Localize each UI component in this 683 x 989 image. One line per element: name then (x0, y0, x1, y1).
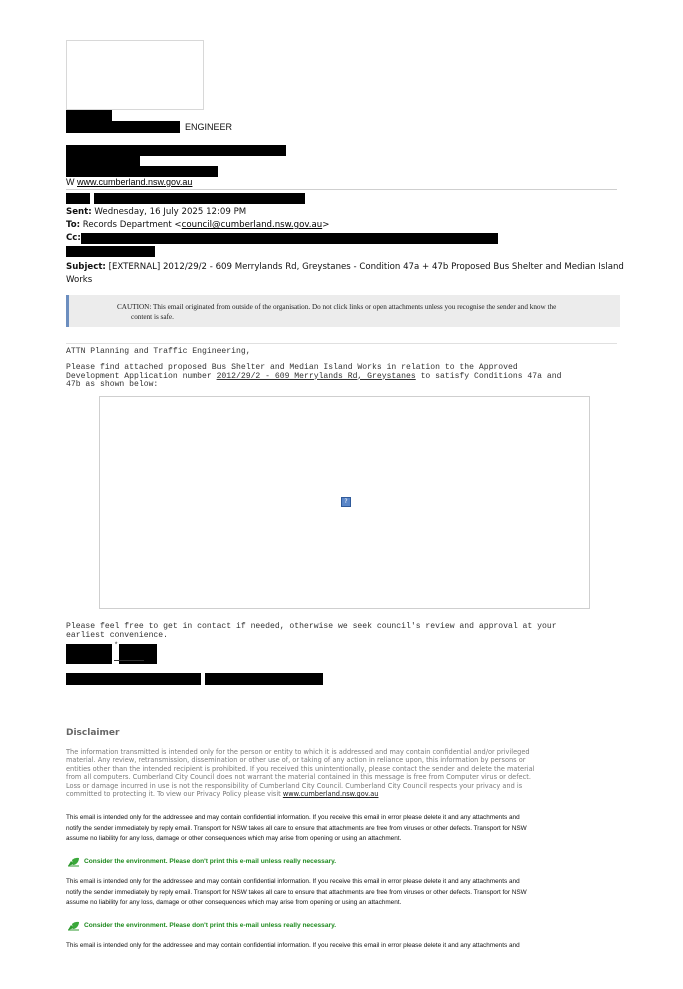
tfnsw-notice-3: This email is intended only for the addressee and may contain confidential information. If you receive this email in error please delete it and any attachments and (66, 942, 520, 949)
caution-text (117, 302, 617, 322)
tfnsw-notice-line: notify the sender immediately by reply email. Transport for NSW takes all care to ensure that attachments are free from viruses or other defects. Transport for NSW (66, 824, 527, 832)
tfnsw-notice-2 (66, 877, 626, 909)
sig-mark: * (114, 642, 119, 650)
disclaimer-line: entities other than the intended recipient is prohibited. If you received this unintentionally, please contact the sender and delete the material (66, 764, 535, 773)
redacted-cc (81, 233, 498, 244)
environment-notice-1: Consider the environment. Please don't print this e-mail unless really necessary. (84, 858, 337, 865)
redacted-from-value (94, 193, 305, 204)
tfnsw-notice-line: notify the sender immediately by reply email. Transport for NSW takes all care to ensure that attachments are free from viruses or other defects. Transport for NSW (66, 888, 527, 896)
caution-line-2: content is safe. (131, 313, 174, 321)
disclaimer-last-prefix: committed to protecting it. To view our Privacy Policy please visit (66, 790, 283, 799)
signature-title: ENGINEER (185, 122, 233, 132)
tfnsw-notice-line: This email is intended only for the addressee and may contain confidential information. If you receive this email in error please delete it and any attachments and (66, 878, 520, 885)
to-value-prefix: Records Department < (82, 220, 182, 230)
body-line-1: Please find attached proposed Bus Shelter and Median Island Works in relation to the Approved (66, 363, 518, 372)
to-value-suffix: > (322, 220, 330, 230)
redacted-sender-contact-2 (205, 673, 323, 685)
body-line-3: 47b as shown below: (66, 380, 159, 390)
disclaimer-line: from all computers. Cumberland City Council does not warrant the material contained in this message is free from Computer virus or defect. (66, 773, 531, 782)
sent-line (66, 207, 246, 217)
disclaimer-title: Disclaimer (66, 728, 120, 738)
redacted-cc-2 (66, 246, 155, 257)
divider (66, 189, 617, 190)
recycle-leaf-icon (67, 857, 80, 867)
redacted-sender-contact-1 (66, 673, 201, 685)
redacted-name (66, 110, 112, 121)
to-label: To: (66, 220, 81, 230)
tfnsw-notice-line: assume no liability for any loss, damage or other consequences which may arise from opening or using an attachment. (66, 835, 402, 842)
disclaimer-line: Loss or damage incurred in use is not the responsibility of Cumberland City Council. Cumberland City Council respects your privacy and is (66, 781, 523, 790)
disclaimer-line: The information transmitted is intended only for the person or entity to which it is addressed and may contain confidential and/or privileged (66, 748, 530, 756)
signature-logo-placeholder (66, 40, 204, 110)
embedded-image-placeholder (99, 396, 590, 609)
recycle-leaf-icon (67, 921, 80, 931)
subject-line-2: Works (66, 275, 93, 285)
redacted-sender-role (119, 644, 157, 664)
body-line-2-prefix: Development Application number (66, 371, 217, 381)
sent-value: Wednesday, 16 July 2025 12:09 PM (94, 207, 247, 217)
sent-label: Sent: (66, 207, 92, 217)
redacted-from-label (66, 193, 90, 204)
sig-underline (114, 660, 144, 661)
redacted-contact-2 (66, 155, 140, 166)
body-paragraph (66, 364, 626, 390)
subject-label: Subject: (66, 262, 106, 272)
tfnsw-notice-line: This email is intended only for the addressee and may contain confidential information. If you receive this email in error please delete it and any attachments and (66, 814, 520, 821)
redacted-role (66, 121, 180, 133)
cc-line (66, 233, 81, 243)
closing-line-2: earliest convenience. (66, 630, 168, 640)
body-line-2-suffix: to satisfy Conditions 47a and (415, 371, 562, 381)
closing-line-1: Please feel free to get in contact if needed, otherwise we seek council's review and approval at your (66, 622, 557, 631)
to-line (66, 220, 329, 230)
signature-website-line (66, 177, 192, 187)
tfnsw-notice-line: assume no liability for any loss, damage or other consequences which may arise from opening or using an attachment. (66, 899, 402, 906)
privacy-policy-link[interactable]: www.cumberland.nsw.gov.au (282, 790, 379, 799)
to-email-link[interactable]: council@cumberland.nsw.gov.au (181, 220, 323, 230)
environment-notice-2: Consider the environment. Please don't print this e-mail unless really necessary. (84, 922, 337, 929)
divider-2 (66, 343, 617, 344)
redacted-sender-name (66, 644, 112, 664)
website-prefix: W (66, 177, 75, 187)
missing-image-icon: ? (341, 497, 351, 507)
disclaimer-body (66, 748, 626, 798)
closing-paragraph (66, 623, 626, 640)
cc-label: Cc: (66, 233, 81, 243)
redacted-contact-3 (66, 166, 218, 177)
subject-line-1: [EXTERNAL] 2012/29/2 - 609 Merrylands Rd, Greystanes - Condition 47a + 47b Proposed Bus Shelter and Median Island (108, 262, 624, 272)
application-link[interactable]: 2012/29/2 - 609 Merrylands Rd, Greystanes (216, 371, 416, 381)
greeting: ATTN Planning and Traffic Engineering, (66, 347, 251, 356)
subject-block (66, 261, 626, 287)
disclaimer-last-line (66, 790, 626, 798)
caution-banner (66, 295, 620, 327)
caution-line-1: CAUTION: This email originated from outside of the organisation. Do not click links or open attachments unless you recognise the sender and know the (117, 303, 557, 311)
website-link[interactable]: www.cumberland.nsw.gov.au (77, 177, 193, 187)
disclaimer-line: material. Any review, retransmission, dissemination or other use of, or taking of any action in reliance upon, this information by persons or (66, 756, 526, 765)
tfnsw-notice-1 (66, 813, 626, 845)
